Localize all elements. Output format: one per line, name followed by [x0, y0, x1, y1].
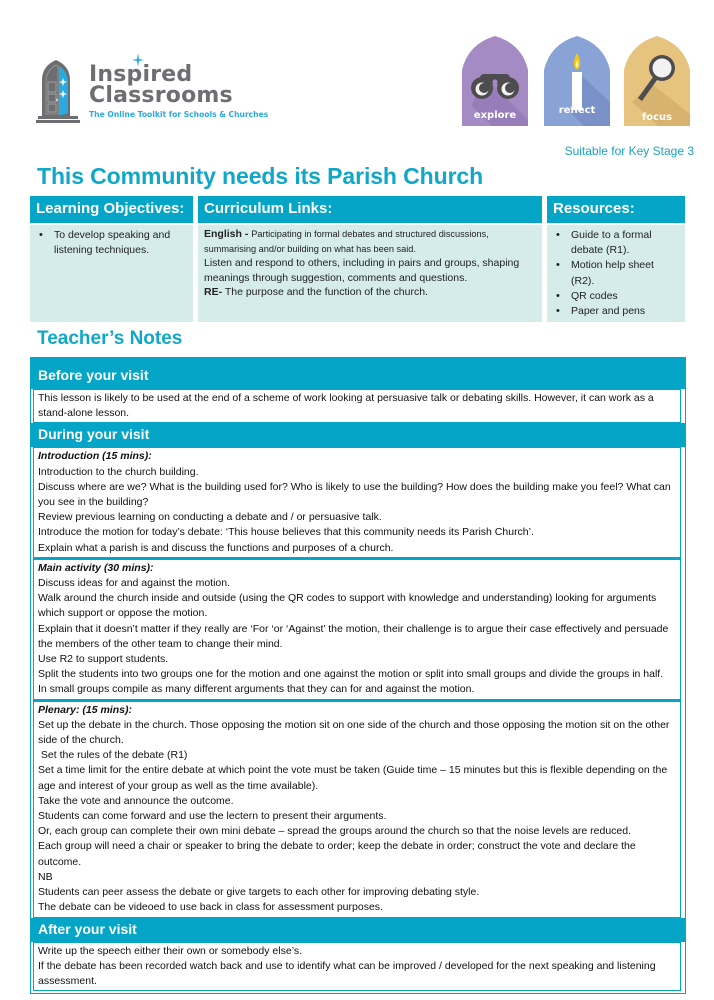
resources-heading: Resources: [547, 196, 685, 223]
page-title: This Community needs its Parish Church [37, 163, 484, 189]
logo-name-line2: Classrooms [89, 83, 233, 108]
after-visit-line: Write up the speech either their own or somebody else’s. [38, 944, 303, 957]
resources-body [547, 225, 685, 322]
logo-tagline: The Online Toolkit for Schools & Churches [89, 110, 269, 119]
plenary-line: Set up the debate in the church. Those opposing the motion sit on one side of the church and those opposing the motion sit on the other side of the church. [38, 718, 670, 747]
main-activity-line: Use R2 to support students. [38, 653, 169, 666]
church-door-icon [36, 58, 84, 124]
resource-item: • QR codes [553, 289, 679, 304]
introduction-line: Introduce the motion for today’s debate: ‘This house believes that this community needs its Parish Church’. [38, 526, 534, 539]
teachers-notes-heading: Teacher’s Notes [37, 328, 183, 349]
re-text: The purpose and the function of the church. [224, 286, 428, 299]
curriculum-links-body [198, 225, 542, 322]
plenary-line: NB [38, 870, 53, 883]
introduction-line: Discuss where are we? What is the building used for? Who is likely to use the building? How does the building make you feel? What can you see in the building? [38, 480, 671, 509]
plenary-line: The debate can be videoed to use back in class for assessment purposes. [38, 901, 383, 914]
re-label: RE- [204, 286, 223, 299]
objective-item: • To develop speaking and listening techniques. [36, 228, 187, 258]
plenary-line: Students can come forward and use the lectern to present their arguments. [38, 810, 387, 823]
plenary-line: Or, each group can complete their own mini debate – spread the groups around the church so that the noise levels are reduced. [38, 825, 632, 838]
logo-name-line1: Inspired [89, 62, 193, 87]
badge-focus [624, 36, 690, 126]
plenary-line: Set a time limit for the entire debate at which point the vote must be taken (Guide time – 15 minutes but this is flexible depending on the age and interest of your group as well as the time available). [38, 764, 668, 792]
introduction-section [33, 447, 681, 557]
after-visit-line: If the debate has been recorded watch back and use to identify what can be improved / developed for the next speaking and listening assessment. [38, 959, 656, 987]
main-activity-line: In small groups compile as many different arguments that they can for and against the motion. [38, 683, 475, 696]
english-link [204, 227, 536, 256]
plenary-title: Plenary: (15 mins): [38, 703, 132, 716]
before-visit-text: This lesson is likely to be used at the end of a scheme of work looking at persuasive talk or debating skills. However, it can work as a stand-alone lesson. [38, 392, 654, 420]
introduction-line: Review previous learning on conducting a debate and / or persuasive talk. [38, 511, 382, 524]
main-activity-line: Split the students into two groups one for the motion and one against the motion or split into small groups and divide the groups in half. [38, 668, 664, 681]
re-link [204, 285, 536, 300]
english-label: English - [204, 228, 249, 240]
introduction-line: Introduction to the church building. [38, 465, 199, 478]
resource-item: • Guide to a formal debate (R1). [553, 228, 679, 258]
teachers-notes-box [30, 357, 686, 994]
badge-explore [462, 36, 528, 126]
activity-badges [462, 36, 692, 126]
before-visit-heading: Before your visit [31, 359, 685, 389]
introduction-line: Explain what a parish is and discuss the functions and purposes of a church. [38, 541, 394, 554]
curriculum-links-column [198, 196, 542, 322]
resource-item: • Motion help sheet (R2). [553, 258, 679, 288]
after-visit-heading: After your visit [31, 918, 685, 942]
badge-label-focus: focus [641, 112, 673, 123]
introduction-title: Introduction (15 mins): [38, 450, 152, 463]
curriculum-links-heading: Curriculum Links: [198, 196, 542, 223]
learning-objectives-body [30, 225, 193, 322]
plenary-section [33, 700, 681, 918]
before-visit-body [33, 389, 681, 423]
key-stage-label: Suitable for Key Stage 3 [564, 144, 694, 158]
plenary-line: Each group will need a chair or speaker to bring the debate to order; keep the debate in order; construct the vote and declare the outcome. [38, 840, 636, 868]
main-activity-section [33, 558, 681, 700]
lesson-overview-table [30, 196, 684, 322]
inspired-classrooms-logo [36, 55, 296, 125]
main-activity-line: Walk around the church inside and outside (using the QR codes to support with knowledge and understanding) looking for arguments which support or oppose the motion. [38, 592, 657, 620]
badge-label-reflect: reflect [558, 105, 596, 116]
plenary-line: Set the rules of the debate (R1) [38, 749, 188, 762]
after-visit-body [33, 942, 681, 992]
during-visit-heading: During your visit [31, 423, 685, 447]
plenary-line: Students can peer assess the debate or give targets to each other for improving debating style. [38, 886, 480, 899]
plenary-line: Take the vote and announce the outcome. [38, 794, 234, 807]
english-text-2: Listen and respond to others, including in pairs and groups, shaping meanings through suggestion, comments and questions. [204, 257, 520, 284]
english-text: Participating in formal debates and structured discussions, summarising and/or building on what has been said. [204, 229, 489, 254]
resource-item: • Paper and pens [553, 304, 679, 319]
main-activity-title: Main activity (30 mins): [38, 561, 154, 574]
learning-objectives-heading: Learning Objectives: [30, 196, 193, 223]
badge-label-explore: explore [473, 110, 517, 121]
resources-column [547, 196, 685, 322]
main-activity-line: Discuss ideas for and against the motion. [38, 577, 231, 590]
badge-reflect [544, 36, 610, 126]
learning-objectives-column [30, 196, 193, 322]
main-activity-line: Explain that it doesn’t matter if they really are ‘For ‘or ‘Against’ the motion, their challenge is to argue their case effectively and persuade the members of the other team to change their mind. [38, 622, 669, 650]
